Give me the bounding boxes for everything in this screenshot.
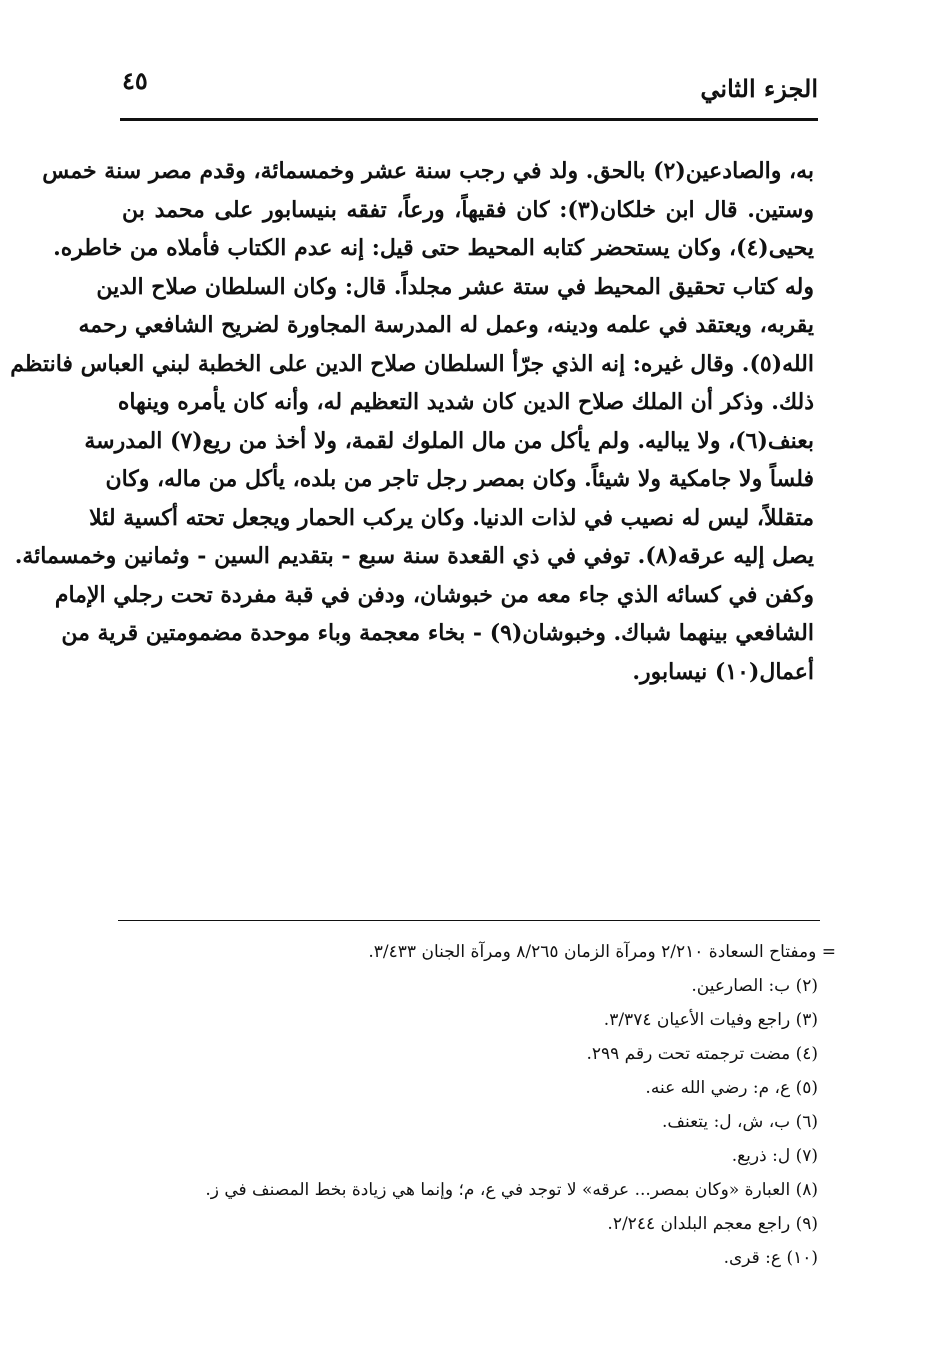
text-line: وكفن في كسائه الذي جاء معه من خبوشان، ودفن في قبة مفردة تحت رجلي الإمام — [54, 581, 814, 608]
footnote: (٧) ل: ذريع. — [731, 1146, 818, 1166]
text-line: يصل إليه عرقه(٨). توفي في ذي القعدة سنة سبع - بتقديم السين - وثمانين وخمسمائة. — [14, 543, 814, 569]
text-line: بعنف(٦)، ولا يباليه. ولم يأكل من مال الملوك لقمة، ولا أخذ من ريع(٧) المدرسة — [84, 427, 814, 454]
footnote: (٤) مضت ترجمته تحت رقم ٢٩٩. — [586, 1044, 818, 1064]
footnote: (٣) راجع وفيات الأعيان ٣/٣٧٤. — [603, 1010, 818, 1030]
text-line: به، والصادعين(٢) بالحق. ولد في رجب سنة عشر وخمسمائة، وقدم مصر سنة خمس — [42, 158, 814, 184]
footnote: (٢) ب: الصارعين. — [691, 976, 818, 996]
text-line: أعمال(١٠) نيسابور. — [632, 658, 814, 685]
footnote: (٥) ع، م: رضي الله عنه. — [645, 1078, 818, 1098]
footnote: (٩) راجع معجم البلدان ٢/٢٤٤. — [607, 1214, 818, 1234]
text-line: وستين. قال ابن خلكان(٣): كان فقيهاً، ورعاً، تفقه بنيسابور على محمد بن — [122, 196, 814, 223]
page-number: ٤٥ — [122, 66, 148, 95]
text-line: يحيى(٤)، وكان يستحضر كتابه المحيط حتى قيل: إنه عدم الكتاب فأملاه من خاطره. — [53, 235, 814, 261]
footnote-continuation: = ومفتاح السعادة ٢/٢١٠ ومرآة الزمان ٨/٢٦٥ ومرآة الجنان ٣/٤٣٣. — [368, 942, 836, 962]
text-line: ذلك. وذكر أن الملك صلاح الدين كان شديد التعظيم له، وأنه كان يأمره وينهاه — [117, 389, 814, 415]
footnote-separator — [118, 920, 820, 921]
text-line: متقللاً، ليس له نصيب في لذات الدنيا. وكان يركب الحمار ويجعل تحته أكسية لئلا — [89, 504, 814, 531]
running-header — [122, 60, 818, 108]
footnote: (٨) العبارة «وكان بمصر... عرقه» لا توجد في ع، م؛ وإنما هي زيادة بخط المصنف في ز. — [205, 1180, 818, 1200]
main-text — [10, 152, 814, 691]
footnote: (٦) ب، ش، ل: يتعنف. — [661, 1112, 818, 1132]
text-line: وله كتاب تحقيق المحيط في ستة عشر مجلداً. قال: وكان السلطان صلاح الدين — [96, 273, 814, 300]
text-line: الشافعي بينهما شباك. وخبوشان(٩) - بخاء معجمة وباء موحدة مضمومتين قرية من — [61, 620, 814, 646]
header-rule — [120, 118, 818, 121]
text-line: يقربه، ويعتقد في علمه ودينه، وعمل له المدرسة المجاورة لضريح الشافعي رحمه — [78, 312, 814, 338]
footnote: (١٠) ع: قرى. — [723, 1248, 818, 1268]
running-head-title: الجزء الثاني — [700, 74, 818, 103]
footnotes — [160, 935, 836, 1275]
text-line: الله(٥). وقال غيره: إنه الذي جرّأ السلطان صلاح الدين على الخطبة لبني العباس فانتظم — [10, 350, 814, 377]
text-line: فلساً ولا جامكية ولا شيئاً. وكان بمصر رجل تاجر من بلده، يأكل من ماله، وكان — [105, 466, 814, 492]
